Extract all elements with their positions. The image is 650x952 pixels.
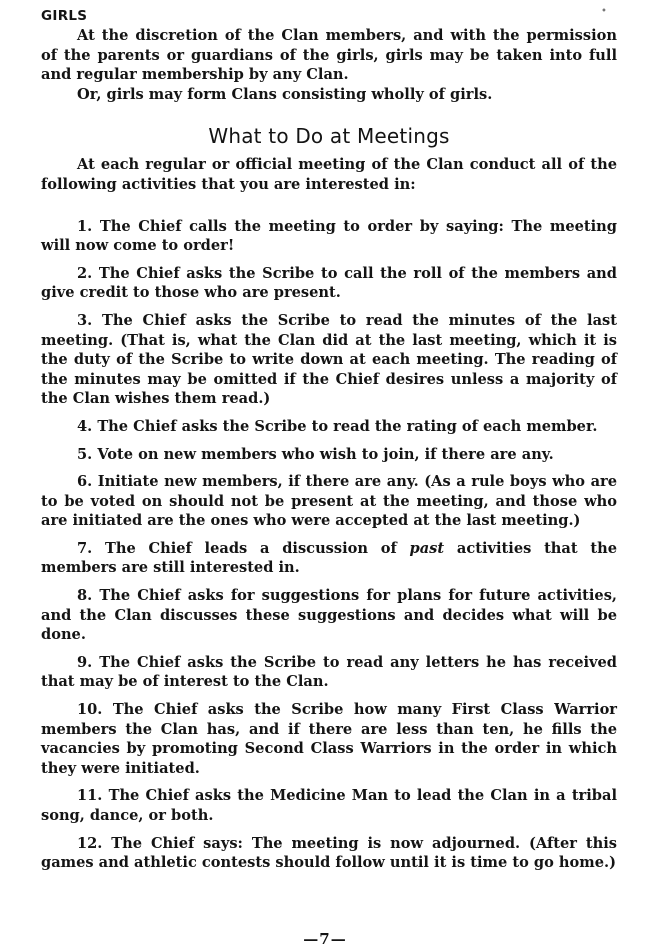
list-item: 10. The Chief asks the Scribe how many First Class Warrior members the Clan has, and if there are less than ten, he fills the vacancies by promoting Second Class Warriors in the order in which they were initiated. xyxy=(41,701,617,777)
list-item-text: activities that the members are still interested in. xyxy=(41,539,618,577)
list-item: 3. The Chief asks the Scribe to read the minutes of the last meeting. (That is, what the Clan did at the last meeting, which it is the duty of the Scribe to write down at each meeting. The reading of the minutes may be omitted if the Chief desires unless a majority of the Clan wishes them read.) xyxy=(41,311,617,408)
list-item: 12. The Chief says: The meeting is now adjourned. (After this games and athletic contests should follow until it is time to go home.) xyxy=(41,834,617,872)
section-label-girls: GIRLS xyxy=(41,8,88,24)
section-heading: What to Do at Meetings xyxy=(208,124,450,149)
list-item: 1. The Chief calls the meeting to order by saying: The meeting will now come to order! xyxy=(41,217,617,255)
list-item: 6. Initiate new members, if there are any. (As a rule boys who are to be voted on should not be present at the meeting, and those who are initiated are the ones who were accepted at the last meeting.) xyxy=(41,473,617,530)
list-item-text: 7. The Chief leads a discussion of xyxy=(77,539,410,557)
list-item: 11. The Chief asks the Medicine Man to lead the Clan in a tribal song, dance, or both. xyxy=(41,787,617,824)
list-item: 4. The Chief asks the Scribe to read the rating of each member. xyxy=(77,417,598,435)
list-item: 2. The Chief asks the Scribe to call the roll of the members and give credit to those who are present. xyxy=(41,264,617,302)
scan-mark: • xyxy=(601,6,607,17)
page-number: —7— xyxy=(303,930,347,948)
list-item: 8. The Chief asks for suggestions for plans for future activities, and the Clan discusses these suggestions and decides what will be done. xyxy=(41,587,617,644)
emphasis-text: past xyxy=(409,539,445,557)
girls-paragraph: Or, girls may form Clans consisting wholly of girls. xyxy=(77,85,493,103)
list-item: 5. Vote on new members who wish to join, if there are any. xyxy=(77,445,554,463)
list-item: 9. The Chief asks the Scribe to read any letters he has received that may be of interest to the Clan. xyxy=(41,653,617,691)
list-item xyxy=(41,539,617,578)
girls-paragraph: At the discretion of the Clan members, and with the permission of the parents or guardians of the girls, girls may be taken into full and regular membership by any Clan. xyxy=(41,27,617,84)
intro-paragraph: At each regular or official meeting of the Clan conduct all of the following activities that you are interested in: xyxy=(41,156,617,193)
